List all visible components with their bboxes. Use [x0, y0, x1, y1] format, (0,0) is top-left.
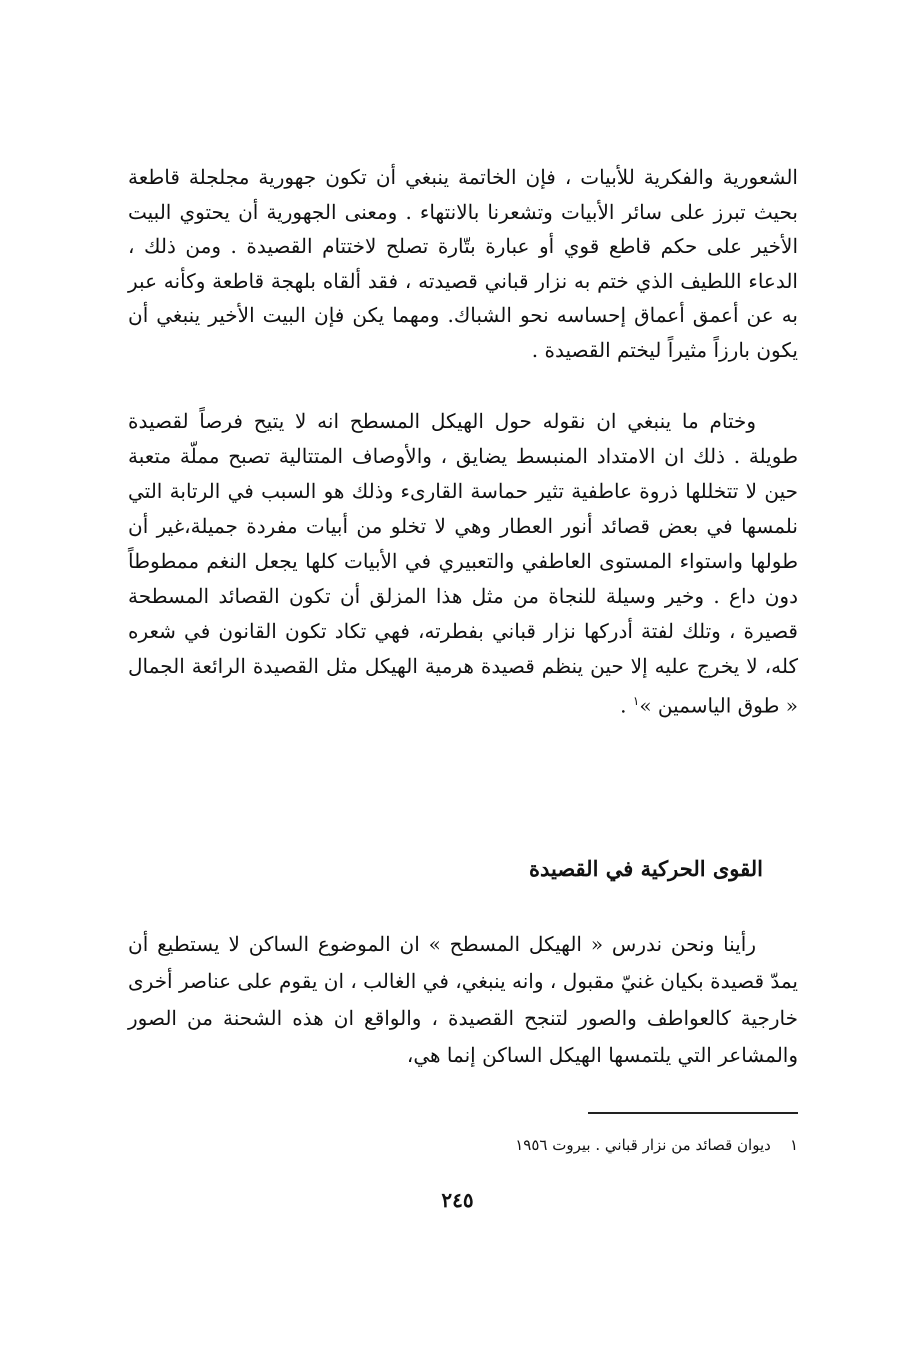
- paragraph-flat-structure: [128, 404, 798, 724]
- paragraph-text: الشعورية والفكرية للأبيات ، فإن الخاتمة ينبغي أن تكون جهورية مجلجلة قاطعة بحيث تبرز على سائر الأبيات وتشعرنا بالانتهاء . ومعنى الجهورية أن يحتوي البيت الأخير على حكم قاطع قوي أو عبارة بتّارة تصلح لاختتام القصيدة . ومن ذلك ، الدعاء اللطيف الذي ختم به نزار قباني قصيدته ، فقد ألقاه بلهجة قاطعة وكأنه عبر به عن أعمق أعماق إحساسه نحو الشباك. ومهما يكن فإن البيت الأخير ينبغي أن يكون بارزاً مثيراً ليختم القصيدة .: [128, 165, 798, 362]
- footnote-text: ديوان قصائد من نزار قباني . بيروت ١٩٥٦: [515, 1136, 771, 1154]
- paragraph-text: رأينا ونحن ندرس « الهيكل المسطح » ان الموضوع الساكن لا يستطيع أن يمدّ قصيدة بكيان غنيّ مقبول ، وانه ينبغي، في الغالب ، ان يقوم على عناصر أخرى خارجية كالعواطف والصور لتنجح القصيدة ، والواقع ان هذه الشحنة من الصور والمشاعر التي يلتمسها الهيكل الساكن إنما هي،: [128, 932, 798, 1067]
- section-heading: القوى الحركية في القصيدة: [528, 856, 763, 881]
- footnote-marker: ١: [789, 1136, 798, 1154]
- footnote-divider: [588, 1112, 798, 1114]
- paragraph-text: وختام ما ينبغي ان نقوله حول الهيكل المسطح انه لا يتيح فرصاً لقصيدة طويلة . ذلك ان الامتداد المنبسط يضايق ، والأوصاف المتتالية تصبح مملّة متعبة حين لا تتخللها ذروة عاطفية تثير حماسة القارىء وذلك هو السبب في الرتابة التي نلمسها في بعض قصائد أنور العطار وهي لا تخلو من أبيات مفردة جميلة،غير أن طولها واستواء المستوى العاطفي والتعبيري في الأبيات كلها يجعل النغم ممطوطاً دون داع . وخير وسيلة للنجاة من مثل هذا المزلق أن تكون القصائد المسطحة قصيرة ، وتلك لفتة أدركها نزار قباني بفطرته، فهي تكاد تكون القانون في شعره كله، لا يخرج عليه إلا حين ينظم قصيدة هرمية الهيكل مثل القصيدة الرائعة الجمال « طوق الياسمين »: [128, 409, 798, 718]
- paragraph-closing-verse: [128, 160, 798, 367]
- paragraph-end: .: [620, 693, 633, 718]
- footnote-reference: ١: [632, 694, 640, 708]
- page-number: ٢٤٥: [441, 1188, 474, 1212]
- footnote: [300, 1134, 798, 1156]
- paragraph-kinetic-forces: [128, 926, 798, 1074]
